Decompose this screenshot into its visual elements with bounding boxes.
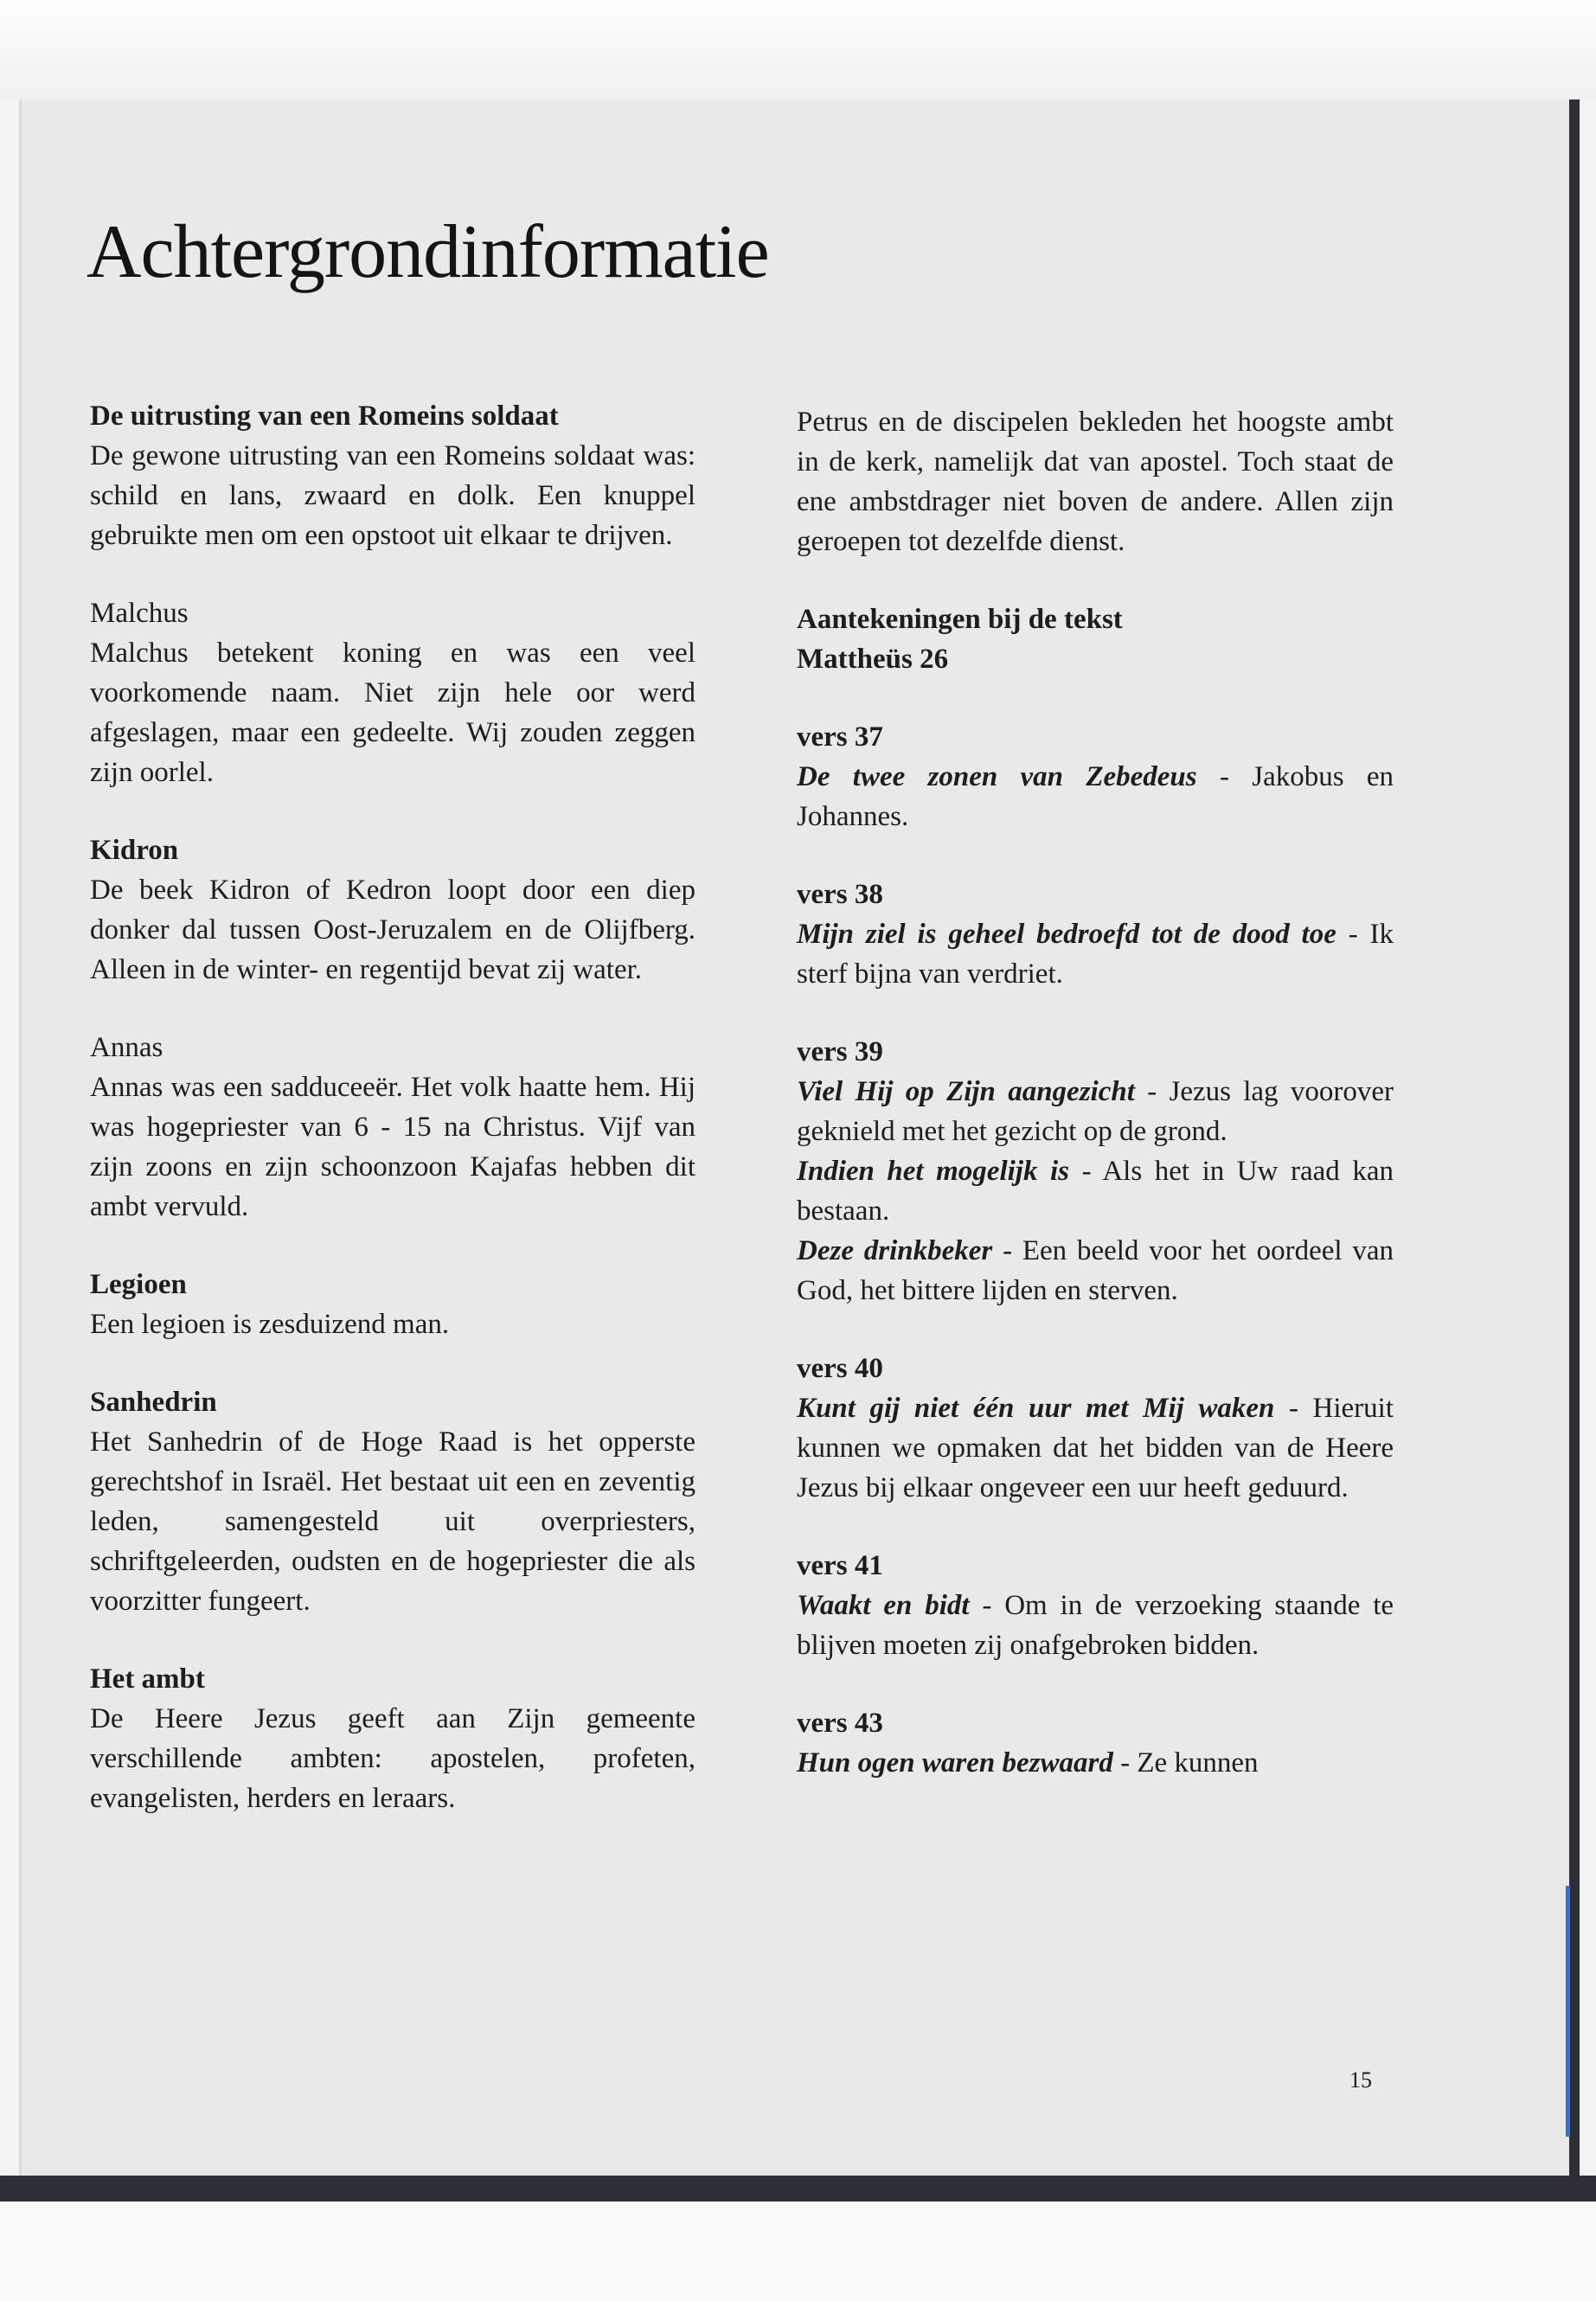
verse-entry [797, 1072, 1394, 1151]
section-text: Annas was een sadduceeër. Het volk haatte hem. Hij was hogepriester van 6 - 15 na Christus. Vijf van zijn zoons en zijn schoonzoon Kajafas hebben dit ambt vervuld. [90, 1072, 695, 1222]
scan-top-margin [0, 0, 1596, 99]
verse-label: vers 38 [797, 879, 883, 910]
verse-explanation: - Een beeld voor het oordeel van God, het bittere lijden en sterven. [797, 1235, 1394, 1306]
verse-entry [797, 914, 1394, 994]
section-heading: Het ambt [90, 1663, 205, 1695]
verse-entry [797, 1231, 1394, 1311]
section-heading: Sanhedrin [90, 1387, 217, 1418]
page-number: 15 [1349, 2067, 1372, 2093]
verse-explanation: - Om in de verzoeking staande te blijven moeten zij onafgebroken bidden. [797, 1590, 1394, 1661]
verse-explanation: - Jakobus en Johannes. [797, 761, 1394, 832]
notes-heading [797, 599, 1394, 679]
section-malchus [90, 593, 695, 792]
section-text: Het Sanhedrin of de Hoge Raad is het opperste gerechtshof in Israël. Het bestaat uit een en zeventig leden, samengesteld uit overpriesters, schriftgeleerden, oudsten en de hogepriester die als voorzitter fungeert. [90, 1426, 695, 1617]
section-het-ambt [90, 1659, 695, 1818]
section-heading: Legioen [90, 1269, 187, 1300]
verse-term: Waakt en bidt [797, 1590, 970, 1621]
section-sanhedrin [90, 1382, 695, 1621]
section-text: De beek Kidron of Kedron loopt door een diep donker dal tussen Oost-Jeruzalem en de Olijfberg. Alleen in de winter- en regentijd bevat zij water. [90, 875, 695, 985]
verse-note [797, 1032, 1394, 1311]
intro-text: Petrus en de discipelen bekleden het hoogste ambt in de kerk, namelijk dat van apostel. Toch staat de ene ambstdrager niet boven de andere. Allen zijn geroepen tot dezelfde dienst. [797, 407, 1394, 557]
verse-term: Deze drinkbeker [797, 1235, 993, 1266]
verse-explanation: - Ze kunnen [1120, 1747, 1259, 1779]
verse-note [797, 1349, 1394, 1508]
verse-entry [797, 1151, 1394, 1231]
verse-label: vers 39 [797, 1036, 883, 1067]
verse-entry [797, 1586, 1394, 1665]
verse-note [797, 1703, 1394, 1783]
verse-term: Mijn ziel is geheel bedroefd tot de dood toe [797, 919, 1336, 950]
section-text: De Heere Jezus geeft aan Zijn gemeente verschillende ambten: apostelen, profeten, evangelisten, herders en leraars. [90, 1703, 695, 1814]
verse-term: Indien het mogelijk is [797, 1156, 1070, 1187]
section-legioen [90, 1265, 695, 1344]
verse-entry [797, 757, 1394, 836]
section-text: De gewone uitrusting van een Romeins soldaat was: schild en lans, zwaard en dolk. Een knuppel gebruikte men om een opstoot uit elkaar te drijven. [90, 440, 695, 551]
verse-entry [797, 1388, 1394, 1508]
right-column [797, 402, 1394, 1821]
section-text: Een legioen is zesduizend man. [90, 1309, 450, 1340]
verse-explanation: - Jezus lag voorover geknield met het gezicht op de grond. [797, 1076, 1394, 1147]
verse-label: vers 43 [797, 1708, 883, 1739]
book-cover-edge-bottom [0, 2176, 1596, 2202]
verse-term: Viel Hij op Zijn aangezicht [797, 1076, 1135, 1107]
verse-term: Kunt gij niet één uur met Mij waken [797, 1393, 1275, 1424]
verse-label: vers 40 [797, 1353, 883, 1384]
verse-entry [797, 1743, 1394, 1783]
verse-explanation: - Als het in Uw raad kan bestaan. [797, 1156, 1394, 1227]
left-column [90, 396, 695, 1856]
verse-term: Hun ogen waren bezwaard [797, 1747, 1113, 1779]
verse-term: De twee zonen van Zebedeus [797, 761, 1197, 792]
notes-heading-reference: Mattheüs 26 [797, 644, 949, 675]
notes-heading-line: Aantekeningen bij de tekst [797, 604, 1123, 635]
section-annas [90, 1028, 695, 1227]
verse-note [797, 875, 1394, 994]
section-heading: Annas [90, 1032, 163, 1063]
verse-label: vers 41 [797, 1550, 883, 1581]
section-ambt-continued [797, 402, 1394, 561]
section-text: Malchus betekent koning en was een veel voorkomende naam. Niet zijn hele oor werd afgeslagen, maar een gedeelte. Wij zouden zeggen zijn oorlel. [90, 638, 695, 788]
book-cover-accent [1566, 1886, 1570, 2137]
section-romeins-soldaat [90, 396, 695, 555]
scan-bottom-margin [0, 2202, 1596, 2301]
section-heading: Malchus [90, 598, 189, 629]
verse-note [797, 1546, 1394, 1665]
verse-note [797, 717, 1394, 836]
section-kidron [90, 830, 695, 990]
page-title: Achtergrondinformatie [87, 210, 769, 294]
section-heading: Kidron [90, 835, 179, 866]
verse-explanation: - Ik sterf bijna van verdriet. [797, 919, 1394, 990]
section-heading: De uitrusting van een Romeins soldaat [90, 401, 559, 432]
book-cover-edge-right [1569, 99, 1580, 2193]
verse-label: vers 37 [797, 721, 883, 753]
verse-explanation: - Hieruit kunnen we opmaken dat het bidden van de Heere Jezus bij elkaar ongeveer een uur heeft geduurd. [797, 1393, 1394, 1503]
